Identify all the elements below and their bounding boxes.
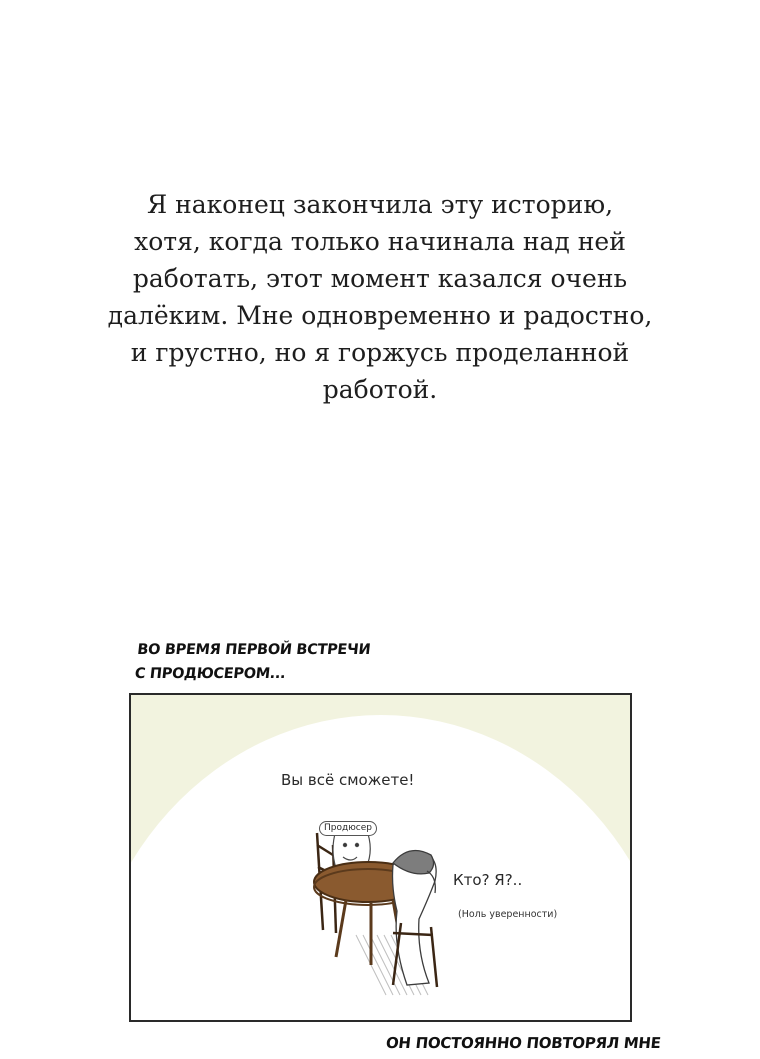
note-zero-confidence: (Ноль уверенности) <box>458 909 558 920</box>
caption-line: С ПРОДЮСЕРОМ... <box>133 666 287 682</box>
afterword-line: работать, этот момент казался очень <box>132 264 628 293</box>
comic-panel <box>129 693 632 1022</box>
afterword-text <box>80 186 680 408</box>
caption-he-kept-telling-me: ОН ПОСТОЯННО ПОВТОРЯЛ МНЕ <box>385 1034 662 1052</box>
caption-line: ВО ВРЕМЯ ПЕРВОЙ ВСТРЕЧИ <box>136 642 372 658</box>
afterword-line: работой. <box>322 375 438 404</box>
afterword-line: и грустно, но я горжусь проделанной <box>130 338 630 367</box>
afterword-line: далёким. Мне одновременно и радостно, <box>107 301 653 330</box>
caption-first-meeting <box>133 638 371 686</box>
panel-illustration <box>131 695 630 1020</box>
afterword-line: Я наконец закончила эту историю, <box>146 190 614 219</box>
afterword-line: хотя, когда только начинала над ней <box>134 227 626 256</box>
producer-label: Продюсер <box>319 821 377 836</box>
speech-who-me: Кто? Я?.. <box>453 871 523 889</box>
speech-you-can-do-it: Вы всё сможете! <box>281 771 415 789</box>
